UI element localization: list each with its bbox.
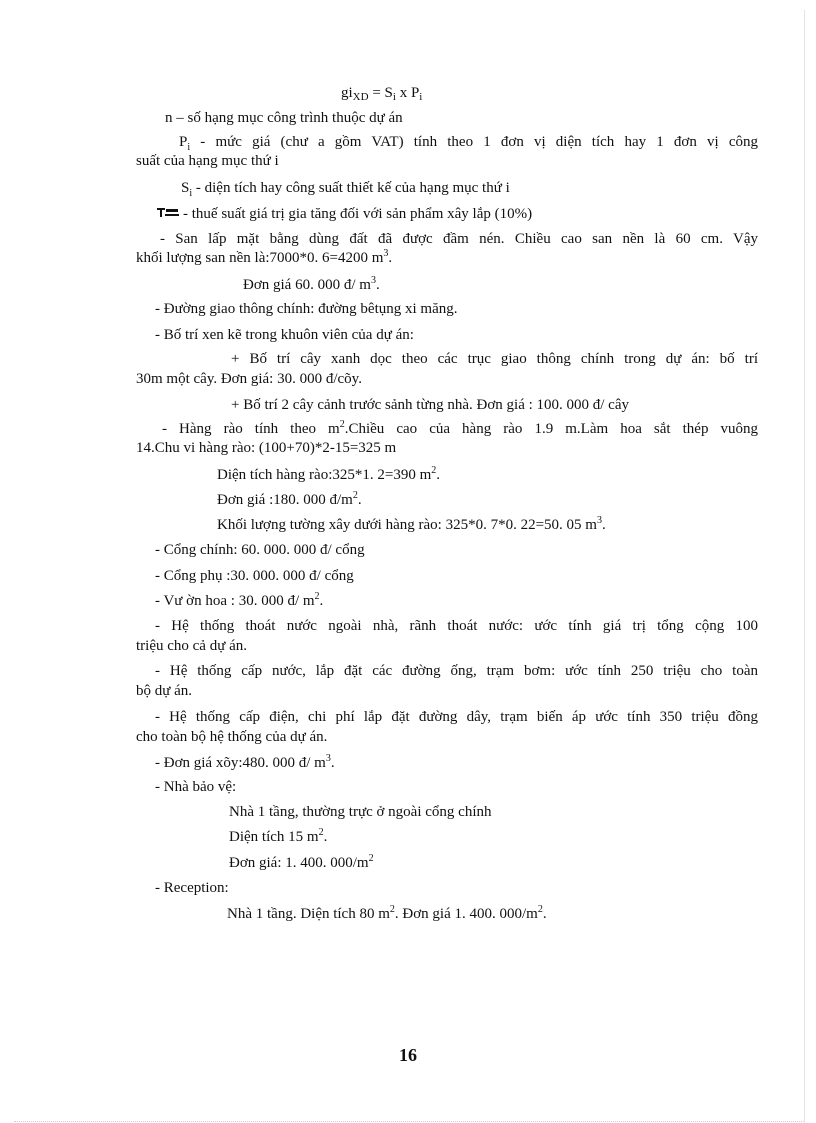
hang-rao-wall: Khối lượng tường xây dưới hàng rào: 325*0. 7*0. 22=50. 05 $m^3$. [217,515,606,533]
reception: - Reception: [155,880,229,896]
cap-dien-line-2: cho toàn bộ hệ thống của dự án. [136,729,328,745]
cap-nuoc-line-2: bộ dự án. [136,683,193,699]
cap-nuoc-line-1: - Hệ thống cấp nước, lắp đặt các đường ống, trạm bơm: ước tính 250 triệu cho toàn [155,663,758,679]
san-lap-price: Đơn giá 60. 000 đ/ $m^3$. [243,275,380,293]
hang-rao-line-2: 14.Chu vi hàng rào: (100+70)*2-15=325 m [136,440,397,456]
vuon-hoa: - Vư ờn hoa : 30. 000 đ/ $m^2$. [155,591,324,609]
cay-canh: + Bố trí 2 cây cảnh trước sảnh từng nhà. Đơn giá : 100. 000 đ/ cây [231,397,629,413]
cap-dien-line-1: - Hệ thống cấp điện, chi phí lắp đặt đường dây, trạm biến áp ước tính 350 triệu đồng [155,709,758,725]
def-n: n – số hạng mục công trình thuộc dự án [165,110,403,126]
page-frame [14,10,805,1122]
nha-bao-ve: - Nhà bảo vệ: [155,779,237,795]
cay-xanh-line-1: + Bố trí cây xanh dọc theo các trục giao thông chính trong dự án: bố trí [231,351,758,367]
san-lap-line-2: khối lượng san nền là:7000*0. 6=4200 $m^3$. [136,248,393,266]
def-p: $P_i$ - mức giá (chư a gồm VAT) tính theo 1 đơn vị diện tích hay 1 đơn vị công [179,134,759,153]
bao-ve-area: Diện tích 15 $m^2$. [229,827,328,845]
cong-chinh: - Cổng chính: 60. 000. 000 đ/ cổng [155,542,365,558]
page-number: 16 [399,1045,417,1065]
bao-ve-price: Đơn giá: 1. 400. $000/m^2$ [229,853,374,871]
bao-ve-line-1: Nhà 1 tầng, thường trực ở ngoài cổng chính [229,804,492,820]
page-bottom-rule [14,1121,804,1122]
def-p-cont: suất của hạng mục thứ i [136,153,279,169]
tax-symbol-icon [157,207,179,217]
cong-phu: - Cổng phụ :30. 000. 000 đ/ cổng [155,568,354,584]
reception-line-1: Nhà 1 tầng. Diện tích 80 $m^2$. Đơn giá 1. 400. $000/m^2$. [227,904,547,922]
don-gia-xay: - Đơn giá xõy:480. 000 đ/ $m^3$. [155,753,335,771]
hang-rao-area: Diện tích hàng rào:325*1. 2=390 $m^2$. [217,465,441,483]
hang-rao-line-1: - Hàng rào tính theo $m^2.Chiều$ cao của hàng rào 1.9 m.Làm hoa sắt thép vuông [162,419,758,437]
formula: $gi_{XD} = S_i$ x $P_i$ [341,85,423,103]
bo-tri-xen-ke: - Bố trí xen kẽ trong khuôn viên của dự án: [155,327,414,343]
thoat-nuoc-line-1: - Hệ thống thoát nước ngoài nhà, rãnh thoát nước: ước tính giá trị tổng cộng 100 [155,618,758,634]
thoat-nuoc-line-2: triệu cho cả dự án. [136,638,247,654]
def-tax: - thuế suất giá trị gia tăng đối với sản phẩm xây lắp (10%) [157,205,532,224]
duong-giao-thong: - Đường giao thông chính: đường bêtụng xi măng. [155,301,458,317]
def-s: $S_i$ - diện tích hay công suất thiết kế của hạng mục thứ i [181,180,510,199]
san-lap-line-1: - San lấp mặt bằng dùng đất đã được đầm nén. Chiều cao san nền là 60 cm. Vậy [160,231,758,247]
hang-rao-price: Đơn giá :180. 000 $đ/m^2$. [217,490,362,508]
cay-xanh-line-2: 30m một cây. Đơn giá: 30. 000 đ/cõy. [136,371,362,387]
